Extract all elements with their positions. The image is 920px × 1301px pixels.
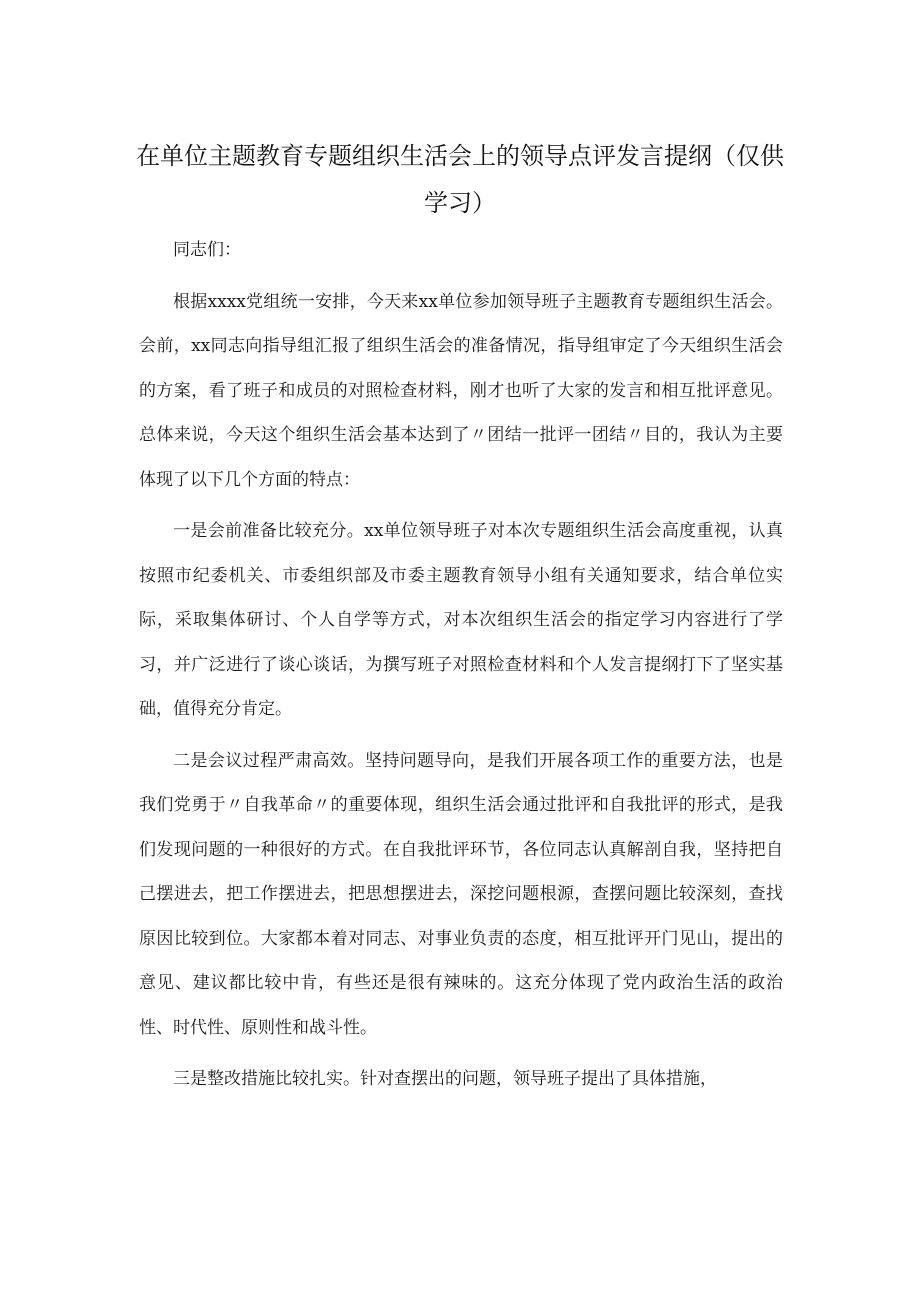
paragraph-point-three: 三是整改措施比较扎实。针对查摆出的问题，领导班子提出了具体措施， xyxy=(173,1069,717,1089)
paragraph-point-one: 一是会前准备比较充分。xx单位领导班子对本次专题组织生活会高度重视，认真按照市纪委机关、市委组织部及市委主题教育领导小组有关通知要求，结合单位实际，采取集体研讨、个人自学等方式，对本次组织生活会的指定学习内容进行了学习，并广泛进行了谈心谈话，为撰写班子对照检查材料和个人发言提纲打下了坚实基础，值得充分肯定。 xyxy=(139,521,783,719)
salutation: 同志们： xyxy=(173,240,241,260)
document-title: 在单位主题教育专题组织生活会上的领导点评发言提纲（仅供学习） xyxy=(136,142,784,217)
paragraph-point-two: 二是会议过程严肃高效。坚持问题导向，是我们开展各项工作的重要方法，也是我们党勇于〃自我革命〃的重要体现，组织生活会通过批评和自我批评的形式，是我们发现问题的一种很好的方式。在自我批评环节，各位同志认真解剖自我，坚持把自己摆进去，把工作摆进去，把思想摆进去，深挖问题根源，查摆问题比较深刻，查找原因比较到位。大家都本着对同志、对事业负责的态度，相互批评开门见山，提出的意见、建议都比较中肯，有些还是很有辣味的。这充分体现了党内政治生活的政治性、时代性、原则性和战斗性。 xyxy=(139,750,783,1038)
document-body xyxy=(139,228,783,1109)
paragraph-intro: 根据xxxx党组统一安排，今天来xx单位参加领导班子主题教育专题组织生活会。会前，xx同志向指导组汇报了组织生活会的准备情况，指导组审定了今天组织生活会的方案，看了班子和成员的对照检查材料，刚才也听了大家的发言和相互批评意见。总体来说，今天这个组织生活会基本达到了〃团结一批评一团结〃目的，我认为主要体现了以下几个方面的特点： xyxy=(139,291,783,490)
